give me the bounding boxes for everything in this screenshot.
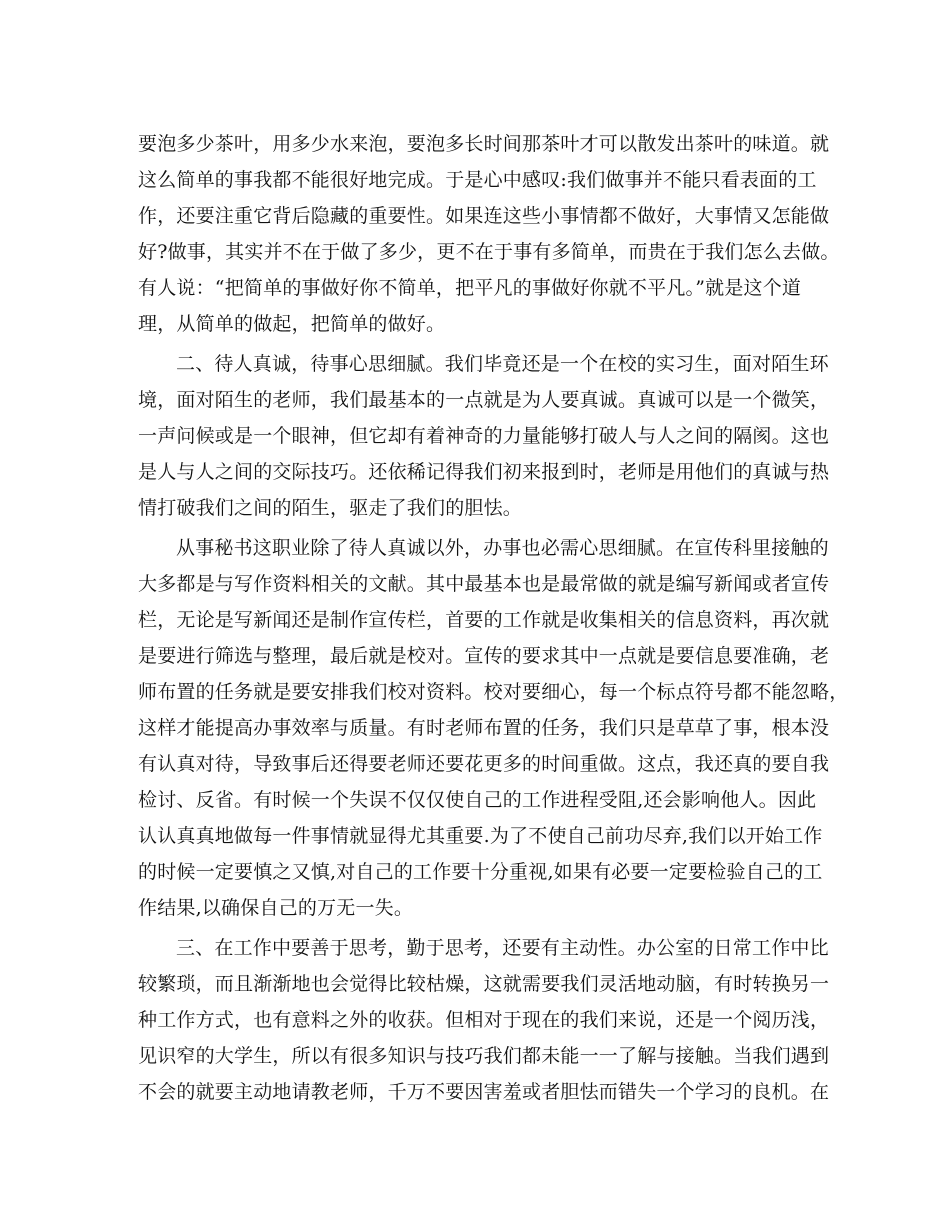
text-line: 较繁琐，而且渐渐地也会觉得比较枯燥，这就需要我们灵活地动脑，有时转换另一 [138,973,830,995]
text-line: 见识窄的大学生，所以有很多知识与技巧我们都未能一一了解与接触。当我们遇到 [138,1045,830,1067]
text-line: 栏，无论是写新闻还是制作宣传栏，首要的工作就是收集相关的信息资料，再次就 [138,609,830,631]
text-line: 的时候一定要慎之又慎,对自己的工作要十分重视,如果有必要一定要检验自己的工 [138,861,823,883]
text-line: 这么简单的事我都不能很好地完成。于是心中感叹:我们做事并不能只看表面的工 [138,169,817,191]
text-line: 检讨、反省。有时候一个失误不仅仅使自己的工作进程受阻,还会影响他人。因此 [138,789,817,811]
text-line: 种工作方式，也有意料之外的收获。但相对于现在的我们来说，还是一个阅历浅， [138,1009,830,1031]
text-line: 不会的就要主动地请教老师，千万不要因害羞或者胆怯而错失一个学习的良机。在 [138,1081,830,1103]
text-line: 作结果,以确保自己的万无一失。 [138,897,414,919]
text-line: 二、待人真诚，待事心思细腻。我们毕竟还是一个在校的实习生，面对陌生环 [176,353,829,375]
text-line: 作，还要注重它背后隐藏的重要性。如果连这些小事情都不做好，大事情又怎能做 [138,205,830,227]
text-line: 从事秘书这职业除了待人真诚以外，办事也必需心思细腻。在宣传科里接触的 [176,537,829,559]
text-line: 三、在工作中要善于思考，勤于思考，还要有主动性。办公室的日常工作中比 [176,937,829,959]
text-line: 要泡多少茶叶，用多少水来泡，要泡多长时间那茶叶才可以散发出茶叶的味道。就 [138,133,830,155]
text-line: 一声问候或是一个眼神，但它却有着神奇的力量能够打破人与人之间的隔阂。这也 [138,425,830,447]
text-line: 有人说：“把简单的事做好你不简单，把平凡的事做好你就不平凡。”就是这个道 [138,277,802,299]
text-line: 理，从简单的做起，把简单的做好。 [138,313,446,335]
text-line: 这样才能提高办事效率与质量。有时老师布置的任务，我们只是草草了事，根本没 [138,717,830,739]
text-line: 好?做事，其实并不在于做了多少，更不在于事有多简单，而贵在于我们怎么去做。 [138,241,840,263]
text-line: 是人与人之间的交际技巧。还依稀记得我们初来报到时，老师是用他们的真诚与热 [138,461,830,483]
text-line: 师布置的任务就是要安排我们校对资料。校对要细心，每一个标点符号都不能忽略， [138,681,849,703]
text-line: 境，面对陌生的老师，我们最基本的一点就是为人要真诚。真诚可以是一个微笑， [138,389,830,411]
text-line: 有认真对待，导致事后还得要老师还要花更多的时间重做。这点，我还真的要自我 [138,753,830,775]
text-line: 是要进行筛选与整理，最后就是校对。宣传的要求其中一点就是要信息要准确，老 [138,645,830,667]
text-line: 情打破我们之间的陌生，驱走了我们的胆怯。 [138,497,523,519]
text-line: 认认真真地做每一件事情就显得尤其重要.为了不使自己前功尽弃,我们以开始工作 [138,825,823,847]
text-line: 大多都是与写作资料相关的文献。其中最基本也是最常做的就是编写新闻或者宣传 [138,573,830,595]
